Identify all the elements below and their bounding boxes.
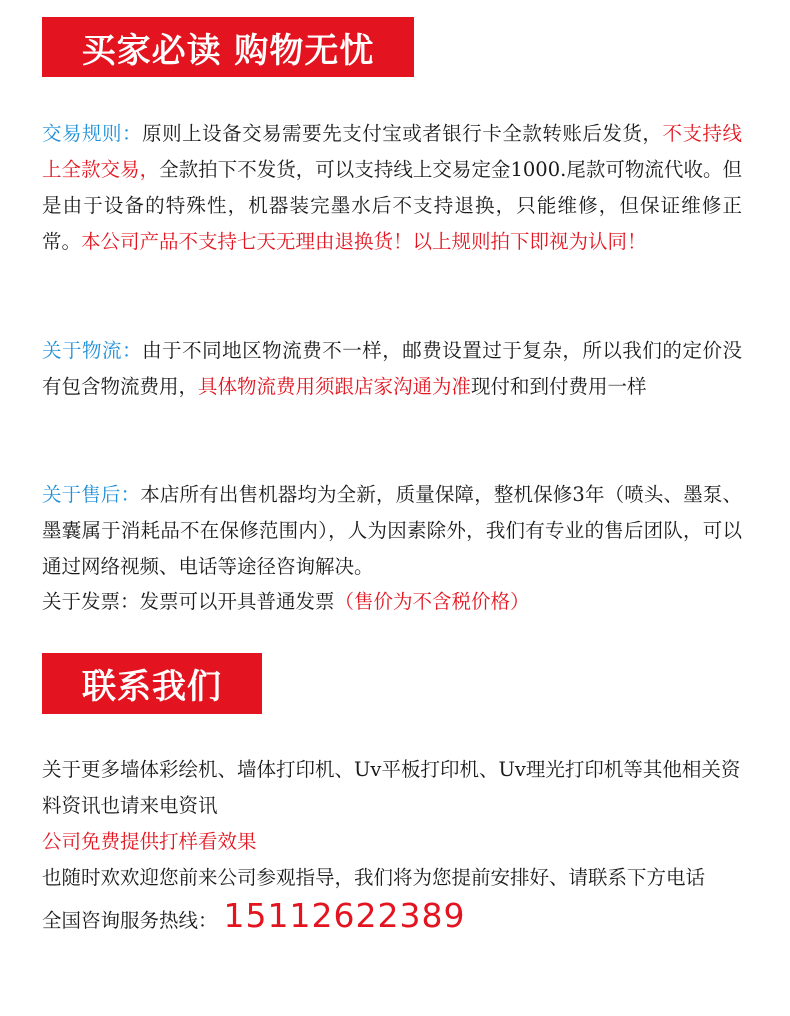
contact-banner: 联系我们: [42, 653, 262, 714]
trade-rules-text-1: 原则上设备交易需要先支付宝或者银行卡全款转账后发货，: [142, 122, 663, 145]
invoice-text: 发票可以开具普通发票: [139, 590, 335, 613]
invoice-label: 关于发票：: [42, 590, 140, 613]
trade-rules-section: [42, 116, 742, 260]
header-banner: 买家必读 购物无忧: [42, 17, 414, 77]
after-sales-text: 本店所有出售机器均为全新，质量保障，整机保修3年（喷头、墨泵、墨囊属于消耗品不在保修范围内），人为因素除外，我们有专业的售后团队，可以通过网络视频、电话等途径咨询解决。: [42, 483, 742, 578]
logistics-text-1: 由于不同地区物流费不一样，邮费设置过于复杂，所以我们的定价没有包含物流费用，: [42, 339, 742, 398]
logistics-text-2: 现付和到付费用一样: [471, 375, 647, 398]
trade-rules-warning-1: 不支持线上全款交易，: [42, 122, 742, 181]
logistics-section: [42, 333, 742, 405]
visit-invitation-line: 也随时欢欢迎您前来公司参观指导，我们将为您提前安排好、请联系下方电话: [42, 866, 706, 889]
contact-section: [42, 752, 742, 939]
contact-info-line: 关于更多墙体彩绘机、墙体打印机、Uv平板打印机、Uv理光打印机等其他相关资料资讯也请来电资讯: [42, 758, 741, 817]
trade-rules-text-2: 全款拍下不发货，可以支持线上交易定金1000.尾款可物流代收。但是由于设备的特殊性，机器装完墨水后不支持退换，只能维修，但保证维修正常。: [42, 158, 742, 253]
logistics-highlight: 具体物流费用须跟店家沟通为准: [198, 375, 472, 398]
trade-rules-label: 交易规则：: [42, 122, 143, 145]
hotline-row: [42, 898, 742, 939]
invoice-note: （售价为不含税价格）: [334, 590, 530, 613]
logistics-label: 关于物流：: [42, 339, 143, 362]
invoice-section: [42, 584, 742, 620]
after-sales-section: [42, 477, 742, 585]
hotline-phone[interactable]: 15112622389: [223, 896, 466, 935]
trade-rules-warning-2: 本公司产品不支持七天无理由退换货！以上规则拍下即视为认同！: [81, 230, 647, 253]
after-sales-label: 关于售后：: [42, 483, 141, 506]
hotline-label: 全国咨询服务热线：: [42, 909, 218, 932]
free-sample-line: 公司免费提供打样看效果: [42, 830, 257, 853]
